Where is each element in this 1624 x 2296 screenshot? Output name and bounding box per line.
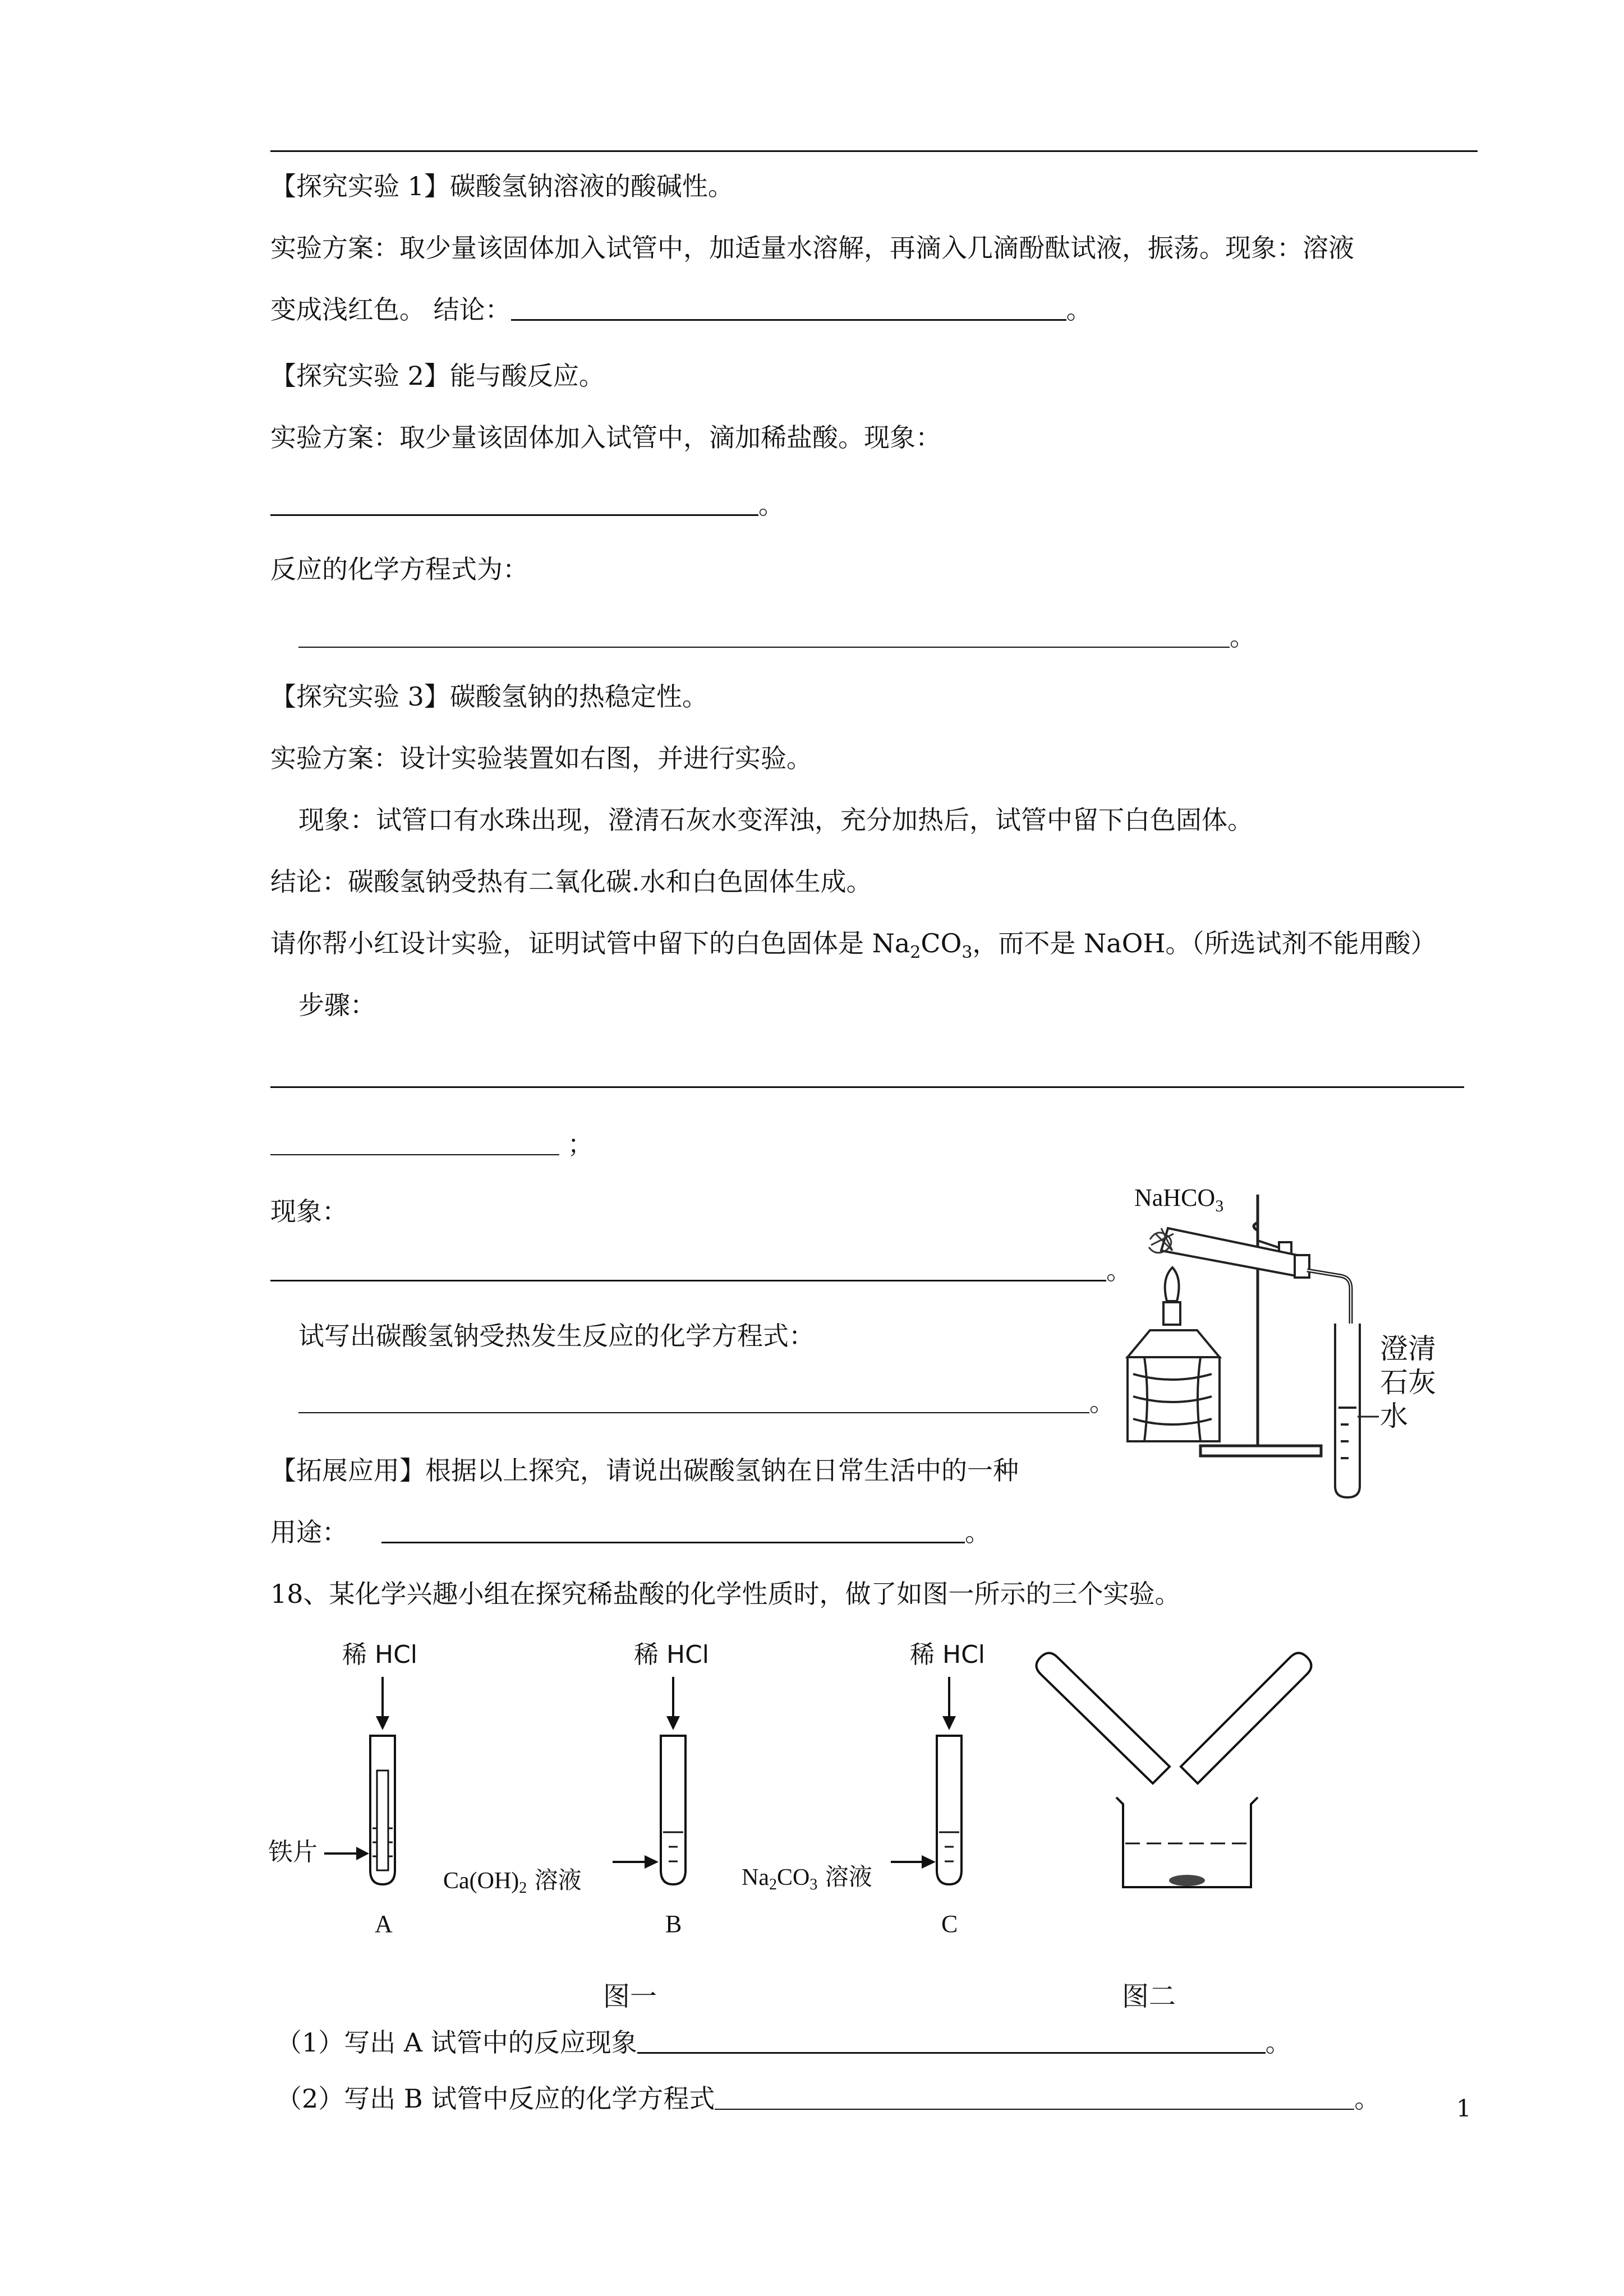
iron-label: 铁片 [268, 1838, 318, 1866]
pouring-tube-left [1037, 1653, 1170, 1784]
exp2-title: 【探究实验 2】能与酸反应。 [270, 361, 605, 391]
tube-b-label: B [665, 1910, 682, 1938]
tube-c-label: C [941, 1910, 958, 1938]
svg-text:水: 水 [1380, 1400, 1408, 1432]
exp3-steps-label: 步骤： [298, 990, 376, 1020]
figure-one [264, 1624, 1060, 1983]
svg-text:澄清: 澄清 [1380, 1333, 1436, 1365]
heated-test-tube [1161, 1228, 1309, 1278]
exp3-request: 请你帮小红设计实验，证明试管中留下的白色固体是 $Na_2CO_3$，而不是 NaOH。（所选试剂不能用酸） [270, 928, 1437, 963]
extension-use-blank[interactable] [381, 1517, 965, 1543]
precipitate [1169, 1875, 1205, 1886]
exp2-equation-blank[interactable] [298, 622, 1230, 648]
nahco3-label: NaHCO$_3$ [1134, 1184, 1224, 1215]
figure-two-caption: 图二 [1122, 1981, 1176, 2012]
exp2-eq-label: 反应的化学方程式为： [270, 554, 528, 584]
exp1-plan-line2: 变成浅红色。 结论： 。 [270, 294, 1092, 325]
exp3-steps-blank-2[interactable] [270, 1129, 559, 1155]
exp3-steps-row2: ； [270, 1127, 594, 1161]
figure-one-caption: 图一 [603, 1981, 657, 2012]
tube-a-label: A [375, 1910, 393, 1938]
q18-sub1: （1）写出 A 试管中的反应现象 。 [276, 2027, 1291, 2058]
exp2-plan: 实验方案：取少量该固体加入试管中，滴加稀盐酸。现象： [270, 422, 941, 453]
tube-b-group [443, 1640, 709, 1938]
acid-label-c: 稀 HCl [910, 1640, 986, 1669]
exp2-phenomenon-blank[interactable] [270, 490, 758, 516]
na2co3-label: Na2CO3 溶液 [742, 1863, 872, 1893]
q18-sub1-blank[interactable] [637, 2027, 1266, 2054]
exp3-eq-prompt: 试写出碳酸氢钠受热发生反应的化学方程式： [298, 1321, 815, 1351]
tube-c-group [742, 1640, 985, 1938]
exp1-conclusion-blank[interactable] [511, 294, 1066, 321]
heating-apparatus-figure [1128, 1172, 1487, 1486]
exp1-plan-line1: 实验方案：取少量该固体加入试管中，加适量水溶解，再滴入几滴酚酞试液，振荡。现象：溶液 [270, 233, 1354, 263]
exp3-steps-blank-1[interactable] [270, 1062, 1464, 1088]
svg-text:石灰: 石灰 [1380, 1366, 1436, 1399]
caoh2-label: Ca(OH)2 溶液 [443, 1866, 582, 1897]
beaker [1116, 1797, 1258, 1887]
q18-sub2: （2）写出 B 试管中反应的化学方程式 。 [276, 2083, 1381, 2114]
exp3-phenomenon-row: 。 [270, 1253, 1132, 1287]
exp2-phenomenon-row: 。 [270, 488, 784, 522]
acid-label-b: 稀 HCl [634, 1640, 710, 1669]
alcohol-lamp [1128, 1267, 1220, 1441]
exp3-phenomenon: 现象：试管口有水珠出现，澄清石灰水变浑浊，充分加热后，试管中留下白色固体。 [298, 805, 1253, 835]
exp2-eq-row: 。 [298, 620, 1255, 653]
exp3-title: 【探究实验 3】碳酸氢钠的热稳定性。 [270, 681, 708, 712]
exp3-eq-row: 。 [298, 1385, 1115, 1419]
exp3-phenomenon-blank[interactable] [270, 1255, 1106, 1281]
pouring-tube-right [1181, 1653, 1312, 1784]
exp3-equation-blank[interactable] [298, 1387, 1089, 1413]
limewater-tube [1335, 1324, 1360, 1497]
exp1-title: 【探究实验 1】碳酸氢钠溶液的酸碱性。 [270, 171, 734, 201]
header-rule [270, 150, 1478, 152]
extension-line2: 用途： 。 [270, 1517, 991, 1547]
page-number: 1 [1456, 2095, 1471, 2122]
iron-strip [377, 1771, 388, 1870]
limewater-label [1380, 1333, 1436, 1432]
exp3-conclusion: 结论：碳酸氢钠受热有二氧化碳.水和白色固体生成。 [270, 866, 872, 897]
exp3-phenomenon-label: 现象： [270, 1196, 348, 1227]
acid-label-a: 稀 HCl [342, 1640, 418, 1669]
q18-sub2-blank[interactable] [715, 2084, 1354, 2110]
exp3-plan: 实验方案：设计实验装置如右图，并进行实验。 [270, 743, 812, 773]
exp3-steps-row1 [270, 1060, 1464, 1094]
figure-two [1032, 1640, 1324, 1910]
q18-stem: 18、某化学兴趣小组在探究稀盐酸的化学性质时，做了如图一所示的三个实验。 [270, 1579, 1181, 1609]
extension-line1: 【拓展应用】根据以上探究，请说出碳酸氢钠在日常生活中的一种 [270, 1455, 1019, 1486]
tube-a-group [268, 1640, 417, 1938]
